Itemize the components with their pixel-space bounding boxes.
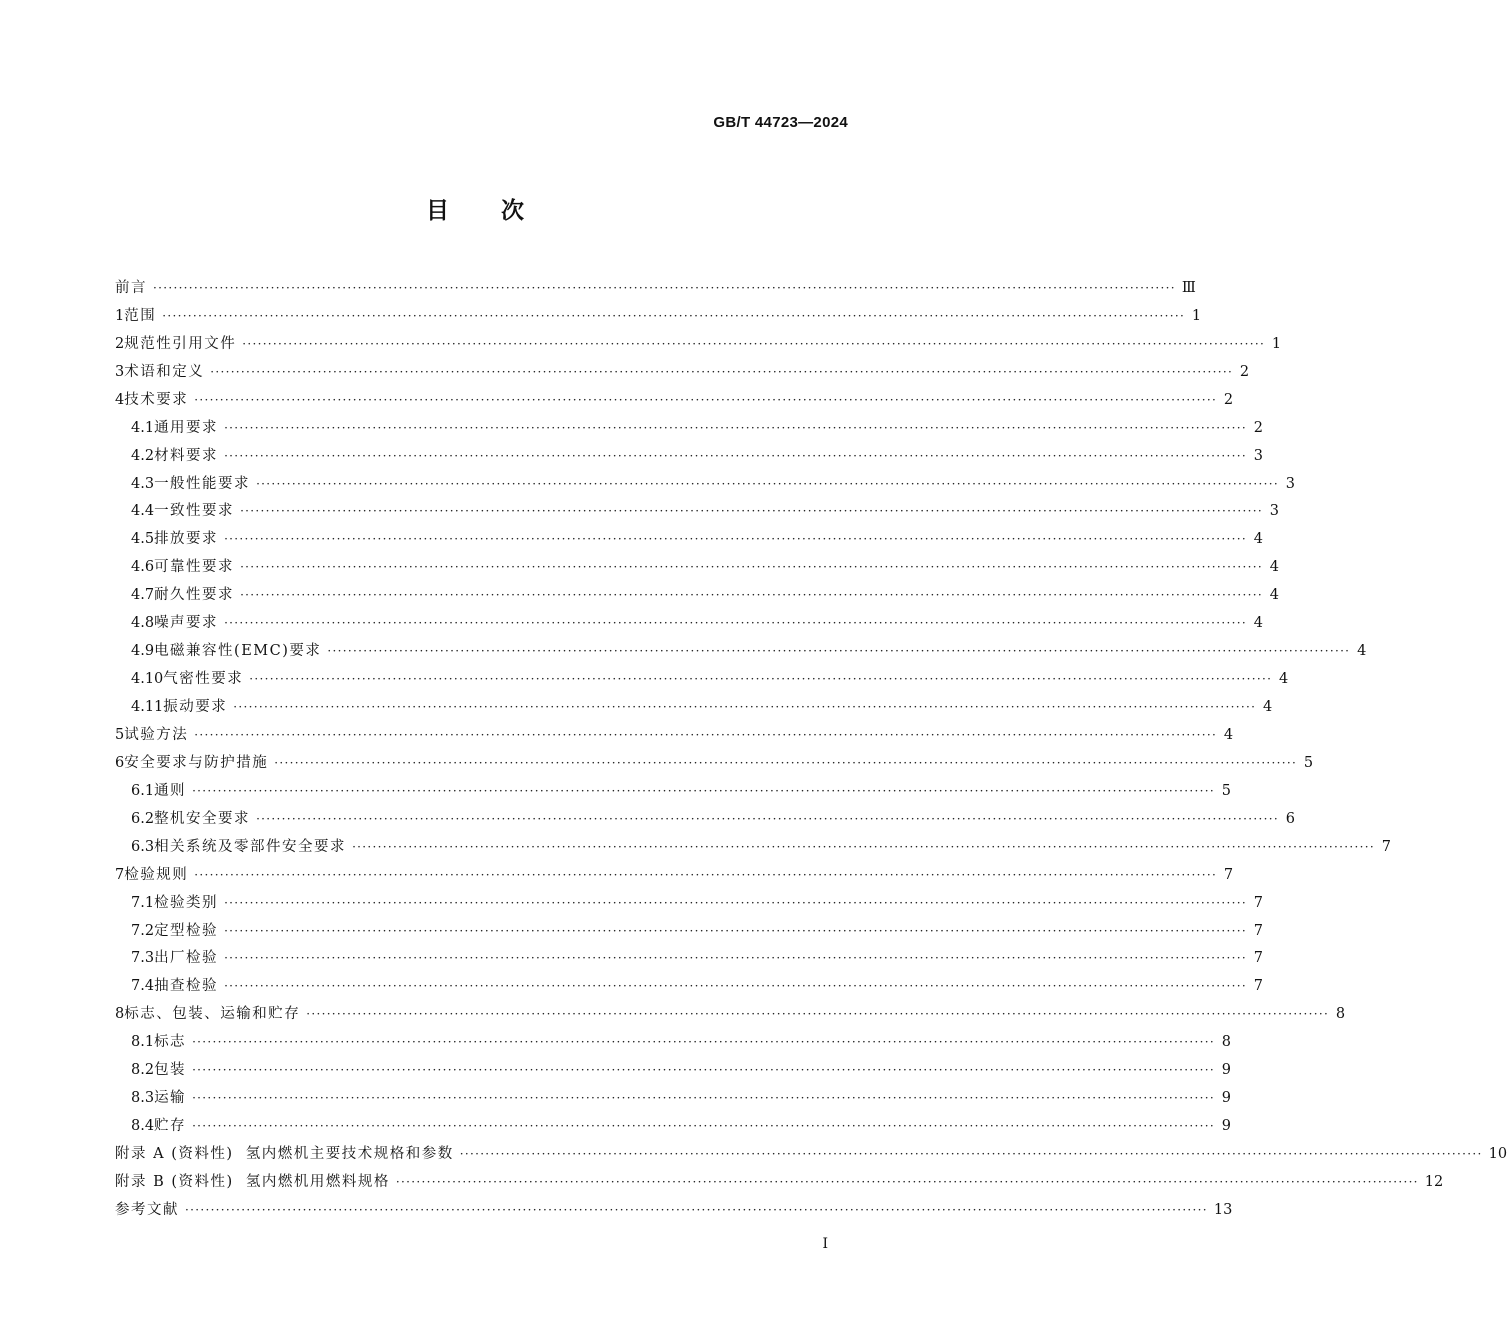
- toc-title-char-1: 目: [426, 198, 449, 224]
- toc-leader-dots: ········································································································································································································: [192, 1091, 1215, 1106]
- toc-entry[interactable]: [115, 410, 1263, 438]
- toc-entry-label: 检验规则: [124, 866, 189, 883]
- toc-entry-number: 8.1: [131, 1034, 155, 1051]
- toc-entry-page: 7: [1253, 894, 1263, 911]
- toc-entry-number: 6.1: [131, 782, 155, 799]
- toc-leader-dots: ········································································································································································································: [153, 280, 1176, 295]
- toc-entry-label: 包装: [154, 1062, 187, 1079]
- toc-entry[interactable]: [115, 494, 1279, 522]
- toc-entry[interactable]: [115, 829, 1391, 857]
- toc-entry-number: 4.8: [131, 615, 155, 632]
- toc-entry-label: 气密性要求: [163, 671, 244, 688]
- toc-entry-number: 7.3: [131, 950, 155, 967]
- toc-leader-dots: ········································································································································································································: [240, 588, 1263, 603]
- toc-entry[interactable]: [115, 326, 1282, 354]
- toc-entry[interactable]: [115, 968, 1263, 996]
- toc-entry[interactable]: [115, 466, 1295, 494]
- toc-entry-page: 4: [1223, 726, 1234, 743]
- toc-leader-dots: ········································································································································································································: [162, 308, 1186, 323]
- toc-entry[interactable]: [115, 689, 1273, 717]
- toc-entry-label: 一致性要求: [154, 503, 235, 520]
- toc-entry-page: 8: [1335, 1006, 1346, 1023]
- toc-entry-number: 4.9: [131, 643, 155, 660]
- toc-entry-page: 4: [1269, 559, 1279, 576]
- toc-title-char-2: 次: [501, 198, 524, 224]
- toc-entry-page: 5: [1303, 754, 1314, 771]
- toc-leader-dots: ········································································································································································································: [306, 1007, 1330, 1022]
- table-of-contents: [115, 270, 1507, 1220]
- toc-entry-label: 术语和定义: [124, 363, 205, 380]
- toc-entry-number: 7.4: [131, 978, 155, 995]
- toc-entry-number: 8: [115, 1006, 125, 1023]
- toc-leader-dots: ········································································································································································································: [224, 923, 1247, 938]
- toc-entry-page: 10: [1488, 1146, 1507, 1162]
- toc-entry-label: 运输: [154, 1090, 187, 1107]
- toc-leader-dots: ········································································································································································································: [240, 560, 1263, 575]
- toc-leader-dots: ········································································································································································································: [185, 1202, 1208, 1217]
- toc-leader-dots: ········································································································································································································: [240, 504, 1263, 519]
- toc-entry-label: 出厂检验: [154, 950, 219, 967]
- toc-leader-dots: ········································································································································································································: [194, 392, 1218, 407]
- toc-entry-page: 4: [1357, 643, 1367, 660]
- toc-entry-number: 4.3: [131, 475, 155, 492]
- toc-entry[interactable]: [115, 1192, 1233, 1220]
- toc-entry[interactable]: [115, 438, 1263, 466]
- toc-entry[interactable]: [115, 1108, 1231, 1136]
- toc-entry-page: 13: [1213, 1201, 1233, 1218]
- toc-entry-page: 9: [1221, 1062, 1231, 1079]
- toc-entry[interactable]: [115, 549, 1279, 577]
- toc-entry-page: 2: [1253, 419, 1263, 436]
- toc-entry-page: 8: [1221, 1034, 1231, 1051]
- toc-entry-label: 通则: [154, 782, 187, 799]
- toc-entry[interactable]: [115, 885, 1263, 913]
- toc-entry-label: 附录 B (资料性) 氢内燃机用燃料规格: [115, 1173, 390, 1190]
- toc-entry-label: 标志、包装、运输和贮存: [124, 1006, 301, 1023]
- toc-entry[interactable]: [115, 996, 1346, 1024]
- toc-entry-label: 参考文献: [115, 1201, 179, 1218]
- toc-entry-page: 7: [1253, 978, 1263, 995]
- toc-leader-dots: ········································································································································································································: [274, 755, 1298, 770]
- toc-entry-page: 5: [1221, 782, 1231, 799]
- page-number: I: [822, 1236, 828, 1252]
- toc-entry-page: 2: [1239, 363, 1250, 380]
- toc-entry[interactable]: [115, 605, 1263, 633]
- toc-entry-number: 4.5: [131, 531, 155, 548]
- toc-entry[interactable]: [115, 270, 1196, 298]
- toc-entry[interactable]: [115, 773, 1231, 801]
- toc-entry-page: 4: [1269, 587, 1279, 604]
- toc-entry[interactable]: [115, 521, 1263, 549]
- toc-entry-page: 3: [1285, 475, 1295, 492]
- toc-entry-page: 9: [1221, 1118, 1231, 1135]
- toc-leader-dots: ········································································································································································································: [194, 727, 1218, 742]
- toc-entry-label: 试验方法: [124, 726, 189, 743]
- toc-leader-dots: ········································································································································································································: [233, 700, 1257, 714]
- toc-entry-label: 抽查检验: [154, 978, 219, 995]
- toc-leader-dots: ········································································································································································································: [224, 616, 1247, 631]
- toc-entry-page: 12: [1424, 1173, 1444, 1190]
- toc-entry-label: 噪声要求: [154, 615, 219, 632]
- toc-entry-label: 电磁兼容性(EMC)要求: [154, 643, 322, 660]
- toc-entry-number: 4.4: [131, 503, 155, 520]
- toc-entry[interactable]: [115, 717, 1234, 745]
- toc-entry-number: 2: [115, 335, 125, 352]
- toc-entry-label: 材料要求: [154, 447, 219, 464]
- toc-entry-page: 7: [1253, 922, 1263, 939]
- toc-entry-number: 6: [115, 754, 125, 771]
- toc-leader-dots: ········································································································································································································: [194, 867, 1218, 882]
- toc-entry-page: 9: [1221, 1090, 1231, 1107]
- toc-entry-label: 耐久性要求: [154, 587, 235, 604]
- toc-entry[interactable]: [115, 1136, 1507, 1164]
- toc-entry-label: 通用要求: [154, 419, 219, 436]
- toc-entry-number: 7.1: [131, 894, 155, 911]
- toc-entry[interactable]: [115, 354, 1250, 382]
- toc-entry-page: 6: [1285, 810, 1295, 827]
- toc-entry-number: 4.10: [131, 671, 164, 688]
- toc-entry-label: 标志: [154, 1034, 187, 1051]
- toc-entry-label: 可靠性要求: [154, 559, 235, 576]
- toc-entry[interactable]: [115, 1080, 1231, 1108]
- toc-entry-number: 4.6: [131, 559, 155, 576]
- toc-entry[interactable]: [115, 913, 1263, 941]
- toc-entry-page: 7: [1223, 866, 1234, 883]
- toc-entry-number: 3: [115, 363, 125, 380]
- toc-entry-number: 6.2: [131, 810, 155, 827]
- toc-entry-label: 前言: [115, 279, 147, 296]
- toc-entry[interactable]: [115, 577, 1279, 605]
- toc-entry-page: 2: [1223, 391, 1234, 408]
- toc-entry-label: 检验类别: [154, 894, 219, 911]
- toc-entry[interactable]: [115, 745, 1314, 773]
- toc-leader-dots: ········································································································································································································: [256, 811, 1279, 826]
- toc-title: [0, 192, 950, 225]
- toc-entry-page: 4: [1262, 699, 1273, 715]
- toc-entry-label: 整机安全要求: [154, 810, 251, 827]
- toc-entry-label: 安全要求与防护措施: [124, 754, 269, 771]
- toc-entry-number: 4.7: [131, 587, 155, 604]
- toc-entry[interactable]: [115, 941, 1263, 969]
- toc-entry-number: 4.11: [131, 699, 164, 715]
- toc-entry[interactable]: [115, 1164, 1444, 1192]
- toc-entry-label: 一般性能要求: [154, 475, 251, 492]
- toc-entry-page: 7: [1381, 838, 1391, 855]
- toc-entry-number: 8.2: [131, 1062, 155, 1079]
- toc-entry-number: 5: [115, 726, 125, 743]
- toc-entry-page: 1: [1191, 307, 1202, 324]
- toc-entry-number: 7: [115, 866, 125, 883]
- toc-entry-label: 规范性引用文件: [124, 335, 237, 352]
- toc-entry-page: 4: [1278, 671, 1289, 688]
- toc-entry[interactable]: [115, 1024, 1231, 1052]
- toc-entry[interactable]: [115, 1052, 1231, 1080]
- toc-entry-page: 4: [1253, 531, 1263, 548]
- toc-entry-label: 附录 A (资料性) 氢内燃机主要技术规格和参数: [115, 1146, 454, 1162]
- toc-entry-number: 8.3: [131, 1090, 155, 1107]
- toc-leader-dots: ········································································································································································································: [192, 1035, 1215, 1050]
- toc-leader-dots: ········································································································································································································: [210, 364, 1234, 379]
- toc-entry-label: 振动要求: [163, 699, 228, 715]
- toc-entry-label: 定型检验: [154, 922, 219, 939]
- toc-leader-dots: ········································································································································································································: [327, 644, 1351, 659]
- toc-entry-page: 3: [1253, 447, 1263, 464]
- toc-entry-page: 3: [1269, 503, 1279, 520]
- toc-entry-page: Ⅲ: [1181, 279, 1196, 296]
- toc-leader-dots: ········································································································································································································: [242, 336, 1266, 351]
- toc-entry-number: 4.1: [131, 419, 155, 436]
- toc-entry-page: 7: [1253, 950, 1263, 967]
- toc-entry[interactable]: [115, 633, 1367, 661]
- toc-leader-dots: ········································································································································································································: [224, 895, 1247, 910]
- toc-entry-label: 贮存: [154, 1118, 187, 1135]
- toc-entry[interactable]: [115, 382, 1234, 410]
- toc-leader-dots: ········································································································································································································: [224, 532, 1247, 547]
- toc-entry-label: 技术要求: [124, 391, 189, 408]
- toc-entry-page: 1: [1271, 335, 1282, 352]
- toc-entry-label: 相关系统及零部件安全要求: [154, 838, 347, 855]
- toc-entry[interactable]: [115, 857, 1234, 885]
- toc-entry-number: 6.3: [131, 838, 155, 855]
- toc-entry-number: 8.4: [131, 1118, 155, 1135]
- toc-entry-number: 7.2: [131, 922, 155, 939]
- toc-leader-dots: ········································································································································································································: [192, 783, 1215, 798]
- toc-entry-number: 1: [115, 307, 125, 324]
- toc-entry[interactable]: [115, 298, 1202, 326]
- toc-entry[interactable]: [115, 661, 1289, 689]
- toc-leader-dots: ········································································································································································································: [249, 672, 1273, 687]
- toc-leader-dots: ········································································································································································································: [224, 420, 1247, 435]
- toc-leader-dots: ········································································································································································································: [224, 448, 1247, 463]
- toc-entry-page: 4: [1253, 615, 1263, 632]
- toc-entry-number: 4: [115, 391, 125, 408]
- toc-leader-dots: ········································································································································································································: [224, 951, 1247, 966]
- document-code: GB/T 44723—2024: [713, 114, 848, 131]
- toc-entry-label: 范围: [124, 307, 157, 324]
- toc-leader-dots: ········································································································································································································: [192, 1063, 1215, 1078]
- toc-leader-dots: ········································································································································································································: [224, 979, 1247, 994]
- toc-entry[interactable]: [115, 801, 1295, 829]
- toc-leader-dots: ········································································································································································································: [256, 476, 1279, 491]
- toc-entry-number: 4.2: [131, 447, 155, 464]
- toc-entry-label: 排放要求: [154, 531, 219, 548]
- toc-leader-dots: ········································································································································································································: [192, 1119, 1215, 1134]
- toc-leader-dots: ········································································································································································································: [459, 1147, 1483, 1161]
- toc-leader-dots: ········································································································································································································: [395, 1174, 1419, 1189]
- toc-leader-dots: ········································································································································································································: [352, 839, 1375, 854]
